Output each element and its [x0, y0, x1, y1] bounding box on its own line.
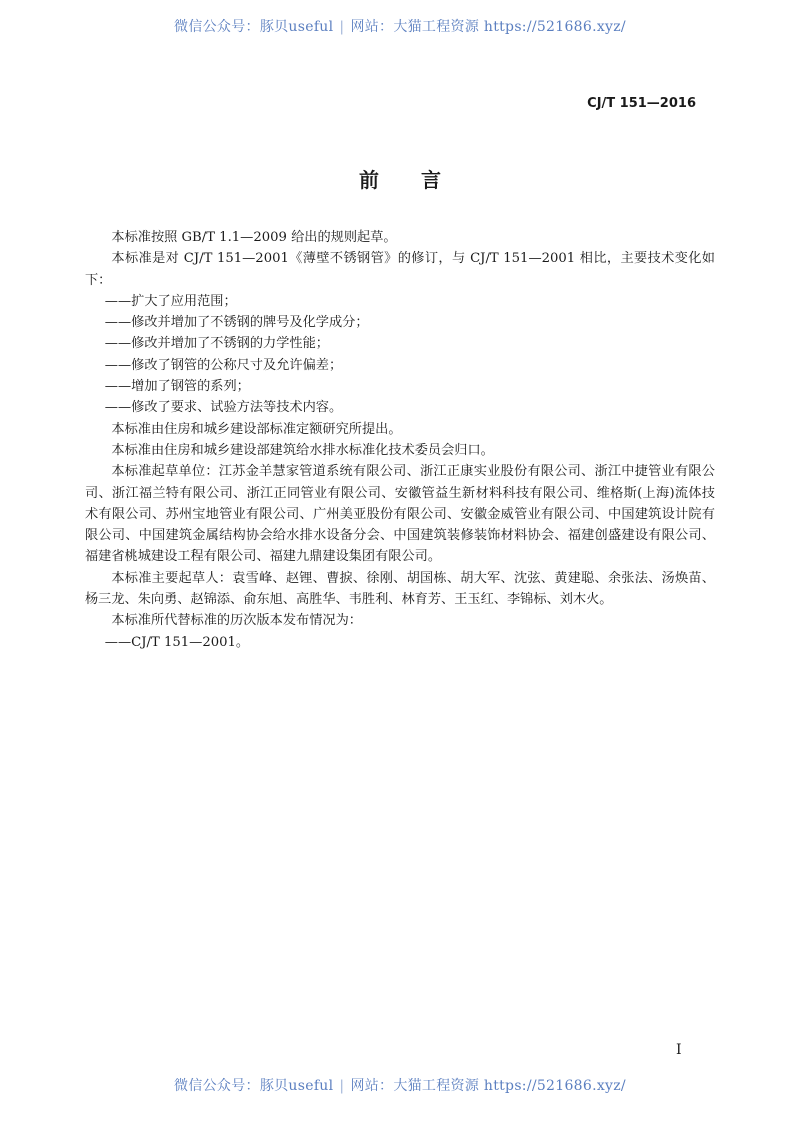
change-item: ——修改了钢管的公称尺寸及允许偏差； [104, 357, 343, 373]
title-char-1: 前 [359, 168, 379, 192]
page-title [0, 164, 800, 193]
watermark-site: 网站：大猫工程资源 https://521686.xyz/ [350, 19, 626, 35]
paragraph-administered-by: 本标准由住房和城乡建设部建筑给水排水标准化技术委员会归口。 [111, 442, 494, 458]
watermark-wechat: 微信公众号：豚贝useful [174, 19, 334, 35]
watermark-separator: | [339, 1078, 345, 1094]
page-number: I [676, 1042, 682, 1058]
watermark-bottom [0, 1075, 800, 1095]
paragraph-drafters: 本标准主要起草人：袁雪峰、赵锂、曹捩、徐刚、胡国栋、胡大军、沈弦、黄建聪、余张法、汤焕苗、杨三龙、朱向勇、赵锦添、俞东旭、高胜华、韦胜利、林育芳、王玉红、李锦标、刘木火。 [85, 570, 715, 608]
change-item: ——修改并增加了不锈钢的牌号及化学成分； [104, 315, 369, 331]
change-item: ——修改并增加了不锈钢的力学性能； [104, 336, 329, 352]
change-item: ——修改了要求、试验方法等技术内容。 [104, 400, 343, 416]
watermark-wechat: 微信公众号：豚贝useful [174, 1078, 334, 1094]
title-char-2: 言 [421, 168, 441, 192]
paragraph-revision-summary: 本标准是对 CJ/T 151—2001《薄壁不锈钢管》的修订，与 CJ/T 151—2001 相比，主要技术变化如下： [85, 251, 715, 288]
watermark-separator: | [339, 19, 345, 35]
watermark-site: 网站：大猫工程资源 https://521686.xyz/ [350, 1078, 626, 1094]
paragraph-proposed-by: 本标准由住房和城乡建设部标准定额研究所提出。 [111, 421, 402, 437]
paragraph-history-intro: 本标准所代替标准的历次版本发布情况为： [111, 613, 362, 629]
watermark-top [0, 16, 800, 36]
paragraph-drafting-rules: 本标准按照 GB/T 1.1—2009 给出的规则起草。 [111, 230, 397, 245]
change-item: ——扩大了应用范围； [104, 293, 237, 309]
foreword-body [85, 227, 715, 653]
history-item: ——CJ/T 151—2001。 [104, 634, 250, 650]
change-item: ——增加了钢管的系列； [104, 379, 250, 395]
paragraph-drafting-units: 本标准起草单位：江苏金羊慧家管道系统有限公司、浙江正康实业股份有限公司、浙江中捷管业有限公司、浙江福兰特有限公司、浙江正同管业有限公司、安徽管益生新材料科技有限公司、维格斯(上海)流体技术有限公司、苏州宝地管业有限公司、广州美亚股份有限公司、安徽金威管业有限公司、中国建筑设计院有限公司、中国建筑金属结构协会给水排水设备分会、中国建筑装修装饰材料协会、福建创盛建设有限公司、福建省桃城建设工程有限公司、福建九鼎建设集团有限公司。 [85, 464, 715, 565]
standard-code: CJ/T 151—2016 [587, 96, 696, 111]
